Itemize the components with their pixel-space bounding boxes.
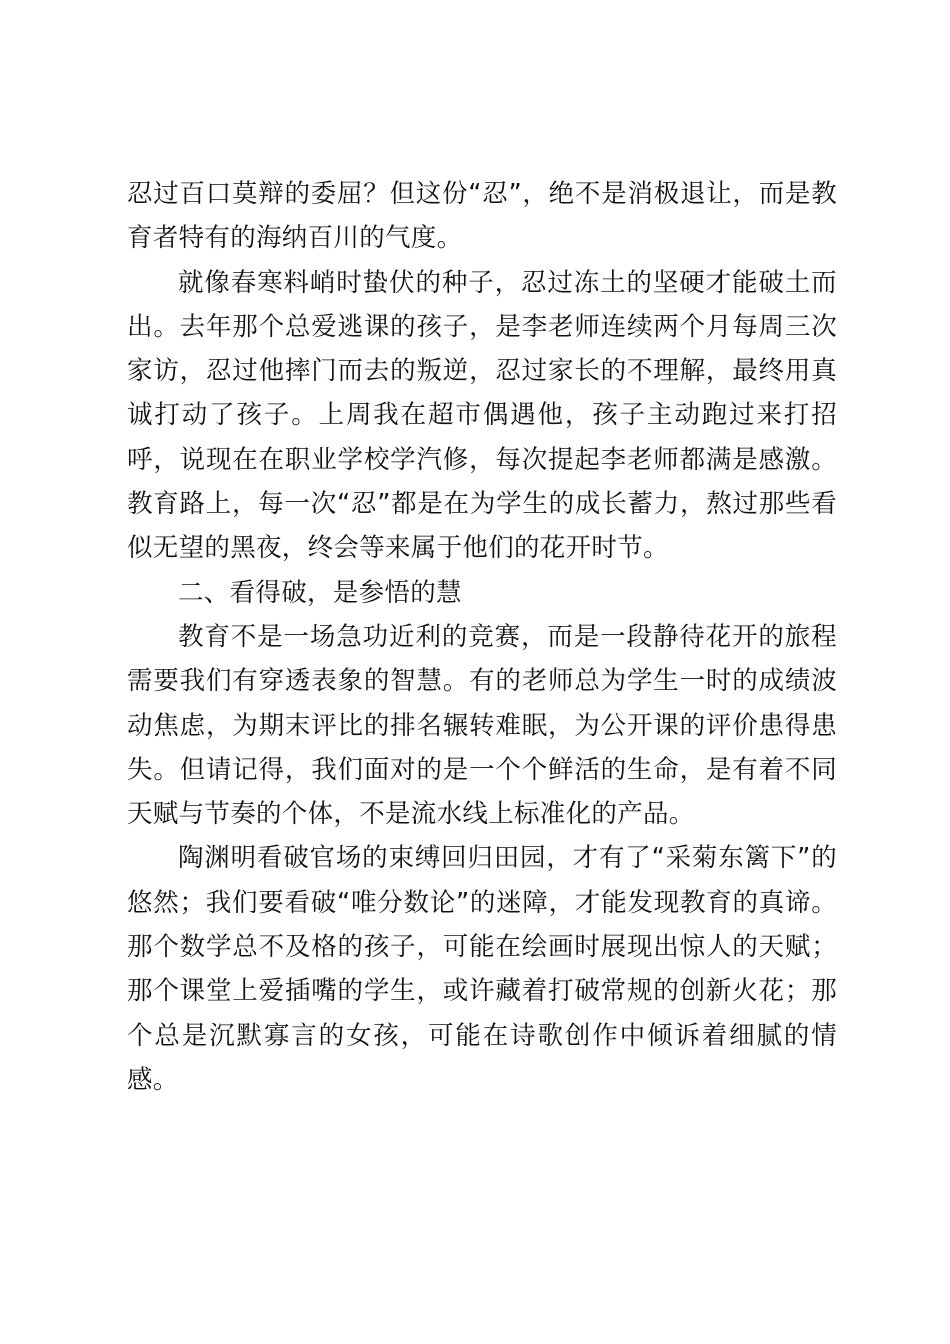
- paragraph-seed-analogy: 就像春寒料峭时蛰伏的种子，忍过冻土的坚硬才能破土而出。去年那个总爱逃课的孩子，是李老师连续两个月每周三次家访，忍过他摔门而去的叛逆，忍过家长的不理解，最终用真诚打动了孩子。上周我在超市偶遇他，孩子主动跑过来打招呼，说现在在职业学校学汽修，每次提起李老师都满是感激。教育路上，每一次“忍”都是在为学生的成长蓄力，熬过那些看似无望的黑夜，终会等来属于他们的花开时节。: [127, 267, 837, 564]
- body-text: [127, 172, 837, 1102]
- paragraph-continued: 忍过百口莫辩的委屈？但这份“忍”，绝不是消极退让，而是教育者特有的海纳百川的气度。: [127, 179, 837, 254]
- section-heading: 二、看得破，是参悟的慧: [178, 577, 462, 608]
- paragraph-tao-yuanming: 陶渊明看破官场的束缚回归田园，才有了“采菊东篱下”的悠然；我们要看破“唯分数论”的迷障，才能发现教育的真谛。那个数学总不及格的孩子，可能在绘画时展现出惊人的天赋；那个课堂上爱插嘴的学生，或许藏着打破常规的创新火花；那个总是沉默寡言的女孩，可能在诗歌创作中倾诉着细腻的情感。: [127, 843, 837, 1095]
- paragraph-education-journey: 教育不是一场急功近利的竞赛，而是一段静待花开的旅程需要我们有穿透表象的智慧。有的老师总为学生一时的成绩波动焦虑，为期末评比的排名辗转难眠，为公开课的评价患得患失。但请记得，我们面对的是一个个鲜活的生命，是有着不同天赋与节奏的个体，不是流水线上标准化的产品。: [127, 621, 837, 830]
